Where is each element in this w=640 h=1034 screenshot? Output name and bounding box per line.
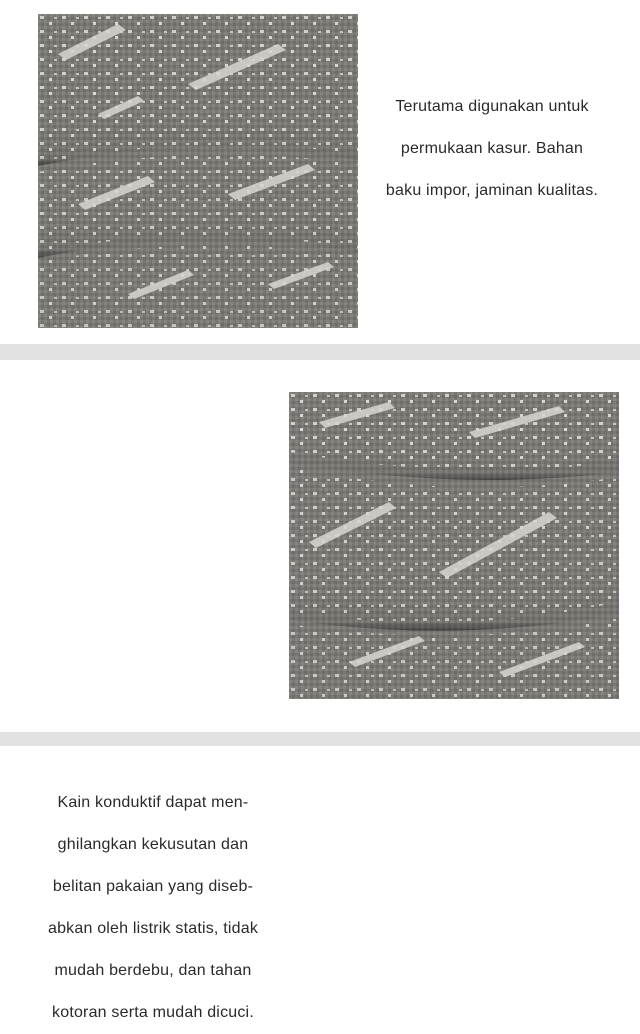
description-line: abkan oleh listrik statis, tidak	[47, 920, 259, 937]
description-line: belitan pakaian yang diseb-	[52, 878, 254, 895]
fabric-closeup-image	[289, 392, 619, 699]
description-line: Kain konduktif dapat men-	[57, 794, 249, 811]
feature-description-2	[22, 782, 284, 1034]
description-line: baku impor, jaminan kualitas.	[385, 182, 599, 199]
fabric-folds-image	[38, 14, 358, 328]
description-line: Terutama digunakan untuk	[395, 98, 589, 115]
section-divider	[0, 344, 640, 360]
description-line: kotoran serta mudah dicuci.	[52, 1004, 254, 1021]
description-line: permukaan kasur. Bahan	[400, 140, 584, 157]
section-divider	[0, 732, 640, 746]
feature-section-1	[0, 0, 640, 344]
feature-description-1	[366, 86, 618, 212]
description-line: mudah berdebu, dan tahan	[54, 962, 252, 979]
description-line: ghilangkan kekusutan dan	[57, 836, 249, 853]
